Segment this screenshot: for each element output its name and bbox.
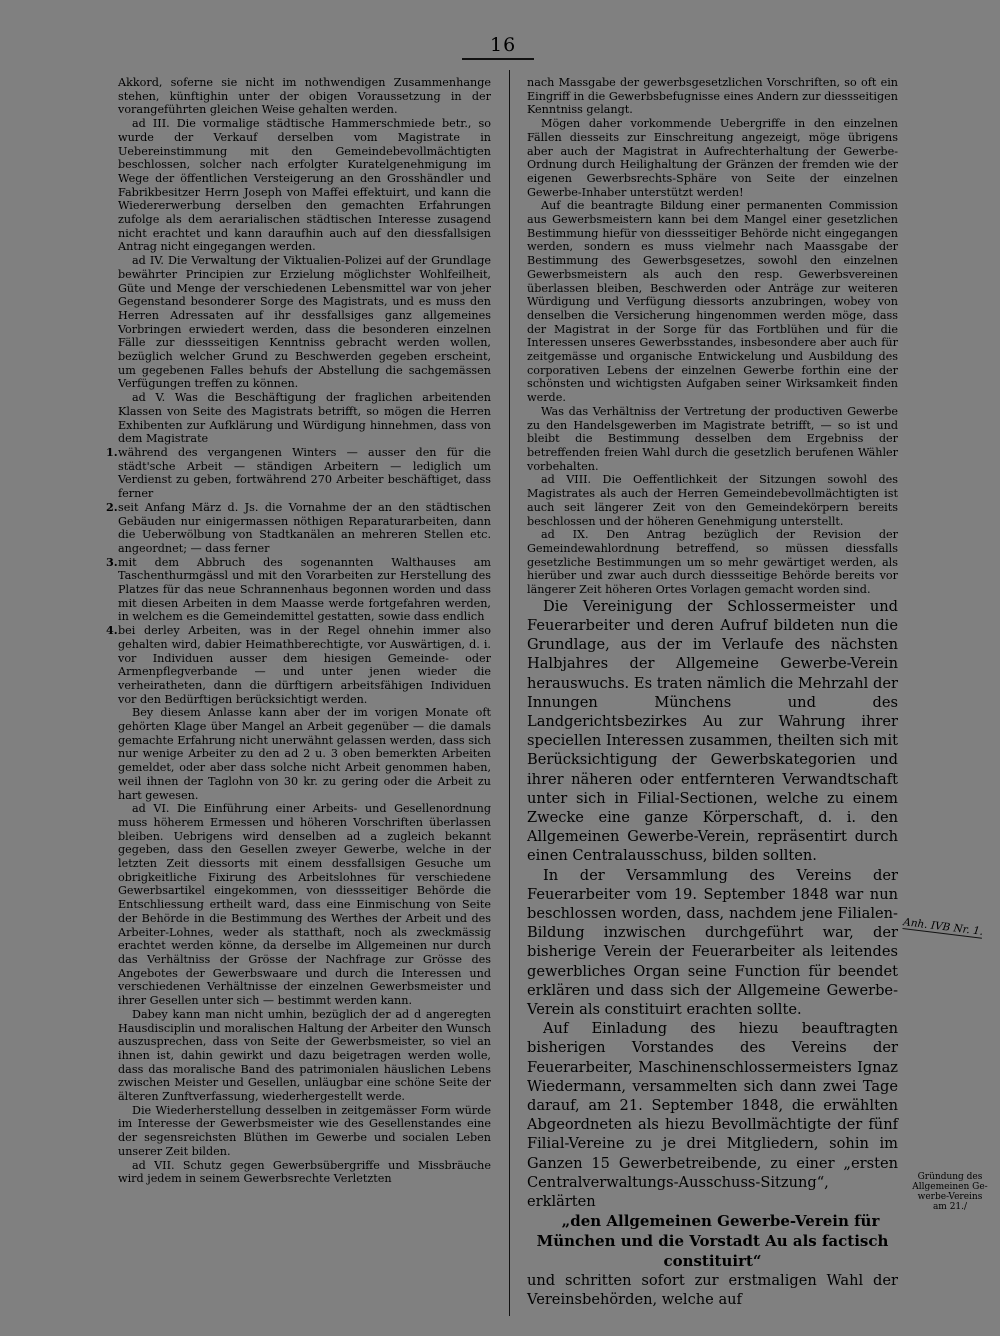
paragraph: Auf Einladung des hiezu beauftragten bisherigen Vorstandes des Vereins der Feuerarbeiter, Maschinenschlossermeisters Ignaz Wiedermann, versammelten sich dann zwei Tage darauf, am 21. September 1848, die erwählten Abgeordneten als hiezu Bevollmächtigte der fünf Filial-Vereine zu je drei Mitgliedern, sohin im Ganzen 15 Gewerbetreibende, zu einer „ersten Centralverwaltungs-Ausschuss-Sitzung“, erklärten xyxy=(527,1020,898,1211)
column-divider xyxy=(509,70,510,1316)
main-text xyxy=(527,597,898,1310)
paragraph: Die Vereinigung der Schlossermeister und Feuerarbeiter und deren Aufruf bildeten nun die Grundlage, aus der im Verlaufe des nächsten Halbjahres der Allgemeine Gewerbe-Verein herauswuchs. Es traten nämlich die Mehrzahl der Innungen Münchens und des Landgerichtsbezirkes Au zur Wahrung ihrer speciellen Interessen zusammen, theilten sich mit Berücksichtigung der Gewerbskategorien und ihrer näheren oder entfernteren Verwandtschaft unter sich in Filial-Sectionen, welche zu einem Zwecke eine ganze Körperschaft, d. i. den Allgemeinen Gewerbe-Verein, repräsentirt durch einen Centralausschuss, bilden sollten. xyxy=(527,597,898,865)
list-number: 3. xyxy=(106,554,118,569)
list-item xyxy=(106,623,491,706)
list-item-text: bei derley Arbeiten, was in der Regel ohnehin immer also gehalten wird, dabier Heimathberechtigte, vor Auswärtigen, d. i. vor Individuen ausser dem hiesigen Gemeinde- oder Armenpflegverbande — und unter jenen wieder die verheiratheten, dann die dürftigern arbeitsfähigen Individuen vor den Bedürftigen berücksichtigt werden. xyxy=(118,624,491,706)
list-item-text: mit dem Abbruch des sogenannten Walthauses am Taschenthurmgässl und mit den Vorarbeiten zur Herstellung des Platzes für das neue Schrannenhaus begonnen worden und dass mit diesen Arbeiten in dem Maasse werde fortgefahren werden, in welchem es die Gemeindemittel gestatten, sowie dass endlich xyxy=(118,555,491,624)
paragraph: Dabey kann man nicht umhin, bezüglich der ad d angeregten Hausdisciplin und moralischen Haltung der Arbeiter den Wunsch auszusprechen, dass von Seite der Gewerbsmeister, so viel an ihnen ist, dahin gewirkt und dazu beigetragen werden wolle, dass das moralische Band des patrimonialen häuslichen Lebens zwischen Meister und Gesellen, unläugbar eine schöne Seite der älteren Zunftverfassung, wiederhergestellt werde. xyxy=(118,1007,491,1104)
list-item xyxy=(106,444,491,501)
paragraph: ad III. Die vormalige städtische Hammerschmiede betr., so wurde der Verkauf derselben vom Magistrate in Uebereinstimmung mit den Gemeindebevollmächtigten beschlossen, solcher nach erfolgter Kuratelgenehmigung im Wege der öffentlichen Versteigerung an den Grosshändler und Fabrikbesitzer Herrn Joseph von Maffei effektuirt, und kann die Wiedererwerbung derselben den gemachten Erfahrungen zufolge als dem aerarialischen städtischen Interesse zusagend nicht erachtet und kann daraufhin auch auf den diessfallsigen Antrag nicht eingegangen werden. xyxy=(118,117,491,254)
margin-note-text: Anh. IVB Nr. 1. xyxy=(902,916,984,938)
list-item xyxy=(106,499,491,556)
paragraph: Mögen daher vorkommende Uebergriffe in den einzelnen Fällen diesseits zur Einschreitung angezeigt, möge übrigens aber auch der Magistrat in Aufrechterhaltung der Gewerbe-Ordnung durch Heilighaltung der Gränzen der fremden wie der eigenen Gewerbsrechts-Sphäre von Seite der einzelnen Gewerbe-Inhaber unterstützt werden! xyxy=(527,117,898,199)
paragraph: In der Versammlung des Vereins der Feuerarbeiter vom 19. September 1848 war nun beschlossen worden, dass, nachdem jene Filialen-Bildung inzwischen durchgeführt war, der bisherige Verein der Feuerarbeiter als leitendes gewerbliches Organ seine Function für beendet erklären und dass sich der Allgemeine Gewerbe-Verein als constituirt erachten sollte. xyxy=(527,866,898,1018)
list-number: 1. xyxy=(106,444,118,459)
header-rule xyxy=(462,58,534,60)
margin-note-line: Gründung des xyxy=(917,1172,983,1182)
paragraph: Bey diesem Anlasse kann aber der im vorigen Monate oft gehörten Klage über Mangel an Arbeit gegenüber — die damals gemachte Erfahrung nicht unerwähnt gelassen werden, dass sich nur wenige Arbeiter zu den ad 2 u. 3 oben bemerkten Arbeiten gemeldet, oder aber dass solche nicht Arbeit genommen haben, weil ihnen der Taglohn von 30 kr. zu gering oder die Arbeit zu hart gewesen. xyxy=(118,706,491,802)
paragraph: Akkord, soferne sie nicht im nothwendigen Zusammenhange stehen, künftighin unter der obigen Voraussetzung in der vorangeführten gleichen Weise gehalten werden. xyxy=(118,76,491,117)
list-item-text: während des vergangenen Winters — ausser den für die städt'sche Arbeit — ständigen Arbeitern — lediglich um Verdienst zu geben, fortwährend 270 Arbeiter beschäftiget, dass ferner xyxy=(118,445,491,501)
list-number: 2. xyxy=(106,499,118,514)
margin-note-reference xyxy=(903,917,984,937)
paragraph: nach Massgabe der gewerbsgesetzlichen Vorschriften, so oft ein Eingriff in die Gewerbsbefugnisse eines Andern zur diessseitigen Kenntniss gelangt. xyxy=(527,76,898,117)
paragraph: ad VIII. Die Oeffentlichkeit der Sitzungen sowohl des Magistrates als auch der Herren Gemeindebevollmächtigten ist auch seit längerer Zeit von den Gemeindekörpern bereits beschlossen und der höheren Genehmigung unterstellt. xyxy=(527,473,898,528)
list-item-text: seit Anfang März d. Js. die Vornahme der an den städtischen Gebäuden nur einigermassen nöthigen Reparaturarbeiten, dann die Ueberwölbung von Stadtkanälen an mehreren Stellen etc. angeordnet; — dass ferner xyxy=(118,500,491,555)
paragraph: ad VII. Schutz gegen Gewerbsübergriffe und Missbräuche wird jedem in seinem Gewerbsrechte Verletzten xyxy=(118,1158,491,1186)
list-item xyxy=(106,554,491,625)
paragraph: ad IV. Die Verwaltung der Viktualien-Polizei auf der Grundlage bewährter Principien zur Erzielung möglichster Wohlfeilheit, Güte und Menge der verschiedenen Lebensmittel war von jeher Gegenstand besonderer Sorge des Magistrats, und es muss den Herren Adressaten auf ihr dessfallsiges ganz allgemeines Vorbringen erwiedert werden, dass die besonderen einzelnen Fälle zur diessseitigen Kenntniss gebracht werden wollen, bezüglich welcher Grund zu Beschwerden gegeben erscheint, um gegebenen Falles behufs der Abstellung die sachgemässen Verfügungen treffen zu können. xyxy=(118,254,491,391)
paragraph: Die Wiederherstellung desselben in zeitgemässer Form würde im Interesse der Gewerbsmeister wie des Gesellenstandes eine der segensreichsten Blüthen im Gewerbe und socialen Leben unserer Zeit bilden. xyxy=(118,1103,491,1158)
left-column xyxy=(106,76,491,1304)
paragraph: ad IX. Den Antrag bezüglich der Revision der Gemeindewahlordnung betreffend, so müssen diessfalls gesetzliche Bestimmungen um so mehr gewärtiget werden, als hierüber und zwar auch durch diessseitige Behörde bereits vor längerer Zeit höheren Ortes Vorlagen gemacht worden sind. xyxy=(527,528,898,597)
paragraph: ad V. Was die Beschäftigung der fraglichen arbeitenden Klassen von Seite des Magistrats betrifft, so mögen die Herren Exhibenten zur Aufklärung und Würdigung hinnehmen, dass von dem Magistrate xyxy=(118,391,491,446)
right-column xyxy=(527,76,898,1309)
page-number: 16 xyxy=(490,34,517,56)
list-number: 4. xyxy=(106,623,118,638)
paragraph: und schritten sofort zur erstmaligen Wahl der Vereinsbehörden, welche auf xyxy=(527,1272,898,1309)
paragraph: Was das Verhältniss der Vertretung der productiven Gewerbe zu den Handelsgewerben im Magistrate betrifft, — so ist und bleibt die Bestimmung desselben dem Ergebniss der betreffenden freien Wahl durch die gesetzlich berufenen Wähler vorbehalten. xyxy=(527,404,898,473)
resolution-heading: „den Allgemeinen Gewerbe-Verein für München und die Vorstadt Au als factisch constituirt“ xyxy=(536,1212,889,1271)
margin-note-line: werbe-Vereins xyxy=(917,1192,983,1202)
paragraph: ad VI. Die Einführung einer Arbeits- und Gesellenordnung muss höherem Ermessen und höheren Vorschriften überlassen bleiben. Uebrigens wird denselben ad a zugleich bekannt gegeben, dass den Gesellen zweyer Gewerbe, welche in der letzten Zeit diessorts mit einem dessfallsigen Gesuche um obrigkeitliche Fixirung des Arbeitslohnes für verschiedene Gewerbsartikel eingekommen, von diessseitiger Behörde die Entschliessung ertheilt ward, dass eine Einmischung von Seite der Behörde in die Bestimmung des Werthes der Arbeit und des Arbeiter-Lohnes, weder als statthaft, noch als zweckmässig erachtet werden könne, da derselbe im Allgemeinen nur durch das Verhältniss der Grösse der Nachfrage zur Grösse des Angebotes der Gewerbswaare und durch die Interessen und verschiedenen Verhältnisse der einzelnen Gewerbsmeister und ihrer Gesellen unter sich — bestimmt werden kann. xyxy=(118,802,491,1008)
numbered-list xyxy=(106,444,491,706)
margin-note-founding xyxy=(902,1172,998,1212)
margin-note-line: am 21./ xyxy=(932,1202,968,1212)
margin-note-line: Allgemeinen Ge- xyxy=(912,1182,988,1192)
paragraph: Auf die beantragte Bildung einer permanenten Commission aus Gewerbsmeistern kann bei dem Mangel einer gesetzlichen Bestimmung hiefür von diessseitiger Behörde nicht eingegangen werden, sondern es muss vielmehr nach Maassgabe der Bestimmung des Gewerbsgesetzes, sowohl den einzelnen Gewerbsmeistern als auch den resp. Gewerbsvereinen überlassen bleiben, Beschwerden oder Anträge zur weiteren Würdigung und Verfügung diessorts anzubringen, wobey von denselben die Versicherung hingenommen werden möge, dass der Magistrat in der Sorge für das Fortblühen und für die Interessen unseres Gewerbsstandes, insbesondere aber auch für zeitgemässe und organische Entwickelung und Ausbildung des corporativen Lebens der einzelnen Gewerbe forthin eine der schönsten und wichtigsten Aufgaben seiner Wirksamkeit finden werde. xyxy=(527,199,898,405)
